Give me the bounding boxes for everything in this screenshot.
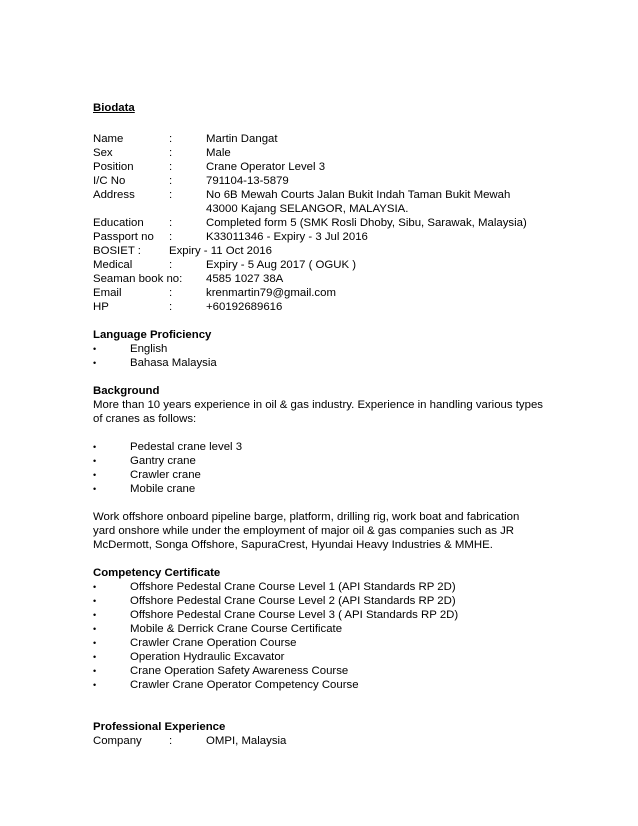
- biodata-row-bosiet: [93, 244, 553, 258]
- row-value: Crane Operator Level 3: [206, 161, 326, 173]
- row-colon: :: [169, 259, 173, 271]
- row-colon: :: [169, 287, 173, 299]
- row-label: Medical: [93, 259, 133, 271]
- biodata-row-passport: [93, 230, 553, 244]
- biodata-row-address: [93, 188, 553, 216]
- biodata-row-medical: [93, 258, 553, 272]
- row-label: Education: [93, 217, 144, 229]
- row-label: BOSIET :: [93, 245, 141, 257]
- bullet-icon: •: [93, 456, 97, 466]
- bullet-icon: •: [93, 442, 97, 452]
- list-item: • Gantry crane: [93, 455, 196, 467]
- row-label: I/C No: [93, 175, 126, 187]
- list-item: • Mobile crane: [93, 483, 196, 495]
- row-colon: :: [169, 217, 173, 229]
- row-label: Seaman book no:: [93, 273, 183, 285]
- bullet-icon: •: [93, 582, 97, 592]
- row-label: Name: [93, 133, 124, 145]
- row-colon: :: [169, 231, 173, 243]
- bullet-icon: •: [93, 638, 97, 648]
- bullet-icon: •: [93, 344, 97, 354]
- biodata-row-ic-no: [93, 174, 553, 188]
- list-item: • Operation Hydraulic Excavator: [93, 651, 285, 663]
- row-label: Company: [93, 735, 142, 747]
- bullet-icon: •: [93, 596, 97, 606]
- language-list: [93, 342, 553, 370]
- bullet-icon: •: [93, 680, 97, 690]
- row-value: Martin Dangat: [206, 133, 278, 145]
- row-label: HP: [93, 301, 109, 313]
- row-value: krenmartin79@gmail.com: [206, 287, 336, 299]
- row-label: Sex: [93, 147, 113, 159]
- list-item: • Offshore Pedestal Crane Course Level 2 (API Standards RP 2D): [93, 595, 456, 607]
- section-heading: Professional Experience: [93, 721, 226, 733]
- bullet-icon: •: [93, 358, 97, 368]
- row-label: Passport no: [93, 231, 154, 243]
- row-value: Male: [206, 147, 231, 159]
- background-closing: Work offshore onboard pipeline barge, platform, drilling rig, work boat and fabrication yard onshore while under the employment of major oil & gas companies such as JR McDermott, Songa Offshore, SapuraCrest, Hyundai Heavy Industries & MMHE.: [93, 511, 520, 551]
- biodata-row-position: [93, 160, 553, 174]
- language-section: [93, 328, 553, 370]
- bullet-icon: •: [93, 624, 97, 634]
- bullet-icon: •: [93, 666, 97, 676]
- row-colon: :: [169, 175, 173, 187]
- row-value: [206, 188, 546, 216]
- row-colon: :: [169, 161, 173, 173]
- biodata-row-name: [93, 132, 553, 146]
- row-label: Email: [93, 287, 122, 299]
- row-value: Expiry - 11 Oct 2016: [169, 245, 272, 257]
- address-line-1: No 6B Mewah Courts Jalan Bukit Indah Taman Bukit Mewah: [206, 189, 511, 201]
- biodata-row-sex: [93, 146, 553, 160]
- row-value: K33011346 - Expiry - 3 Jul 2016: [206, 231, 368, 243]
- resume-page: [93, 101, 553, 748]
- list-item: • Mobile & Derrick Crane Course Certificate: [93, 623, 343, 635]
- list-item: • Crane Operation Safety Awareness Course: [93, 665, 349, 677]
- bullet-icon: •: [93, 470, 97, 480]
- row-colon: :: [169, 735, 173, 747]
- list-item: • Offshore Pedestal Crane Course Level 3 ( API Standards RP 2D): [93, 609, 459, 621]
- section-heading: Language Proficiency: [93, 329, 212, 341]
- background-intro: More than 10 years experience in oil & gas industry. Experience in handling various types of cranes as follows:: [93, 399, 543, 425]
- list-item: • Offshore Pedestal Crane Course Level 1 (API Standards RP 2D): [93, 581, 456, 593]
- row-value: OMPI, Malaysia: [206, 735, 287, 747]
- row-label: Position: [93, 161, 134, 173]
- biodata-row-email: [93, 286, 553, 300]
- list-item: • Crawler Crane Operator Competency Course: [93, 679, 359, 691]
- row-colon: :: [169, 133, 173, 145]
- bullet-icon: •: [93, 610, 97, 620]
- certificate-list: [93, 580, 553, 692]
- list-item: • Crawler Crane Operation Course: [93, 637, 297, 649]
- list-item: • Pedestal crane level 3: [93, 441, 243, 453]
- crane-list: [93, 440, 553, 496]
- biodata-table: [93, 132, 553, 314]
- row-colon: :: [169, 189, 173, 201]
- biodata-row-seaman-book: [93, 272, 553, 286]
- address-line-2: 43000 Kajang SELANGOR, MALAYSIA.: [206, 203, 409, 215]
- biodata-title: Biodata: [93, 102, 135, 114]
- row-colon: :: [169, 301, 173, 313]
- row-value: +60192689616: [206, 301, 283, 313]
- list-item: • English: [93, 343, 168, 355]
- row-label: Address: [93, 189, 135, 201]
- list-item: • Bahasa Malaysia: [93, 357, 217, 369]
- row-value: Completed form 5 (SMK Rosli Dhoby, Sibu, Sarawak, Malaysia): [206, 217, 527, 229]
- biodata-row-education: [93, 216, 553, 230]
- list-item: • Crawler crane: [93, 469, 201, 481]
- row-value: Expiry - 5 Aug 2017 ( OGUK ): [206, 259, 357, 271]
- bullet-icon: •: [93, 652, 97, 662]
- section-heading: Competency Certificate: [93, 567, 221, 579]
- row-value: 4585 1027 38A: [206, 273, 284, 285]
- section-heading: Background: [93, 385, 160, 397]
- bullet-icon: •: [93, 484, 97, 494]
- experience-row-company: [93, 734, 553, 748]
- row-value: 791104-13-5879: [206, 175, 289, 187]
- biodata-row-hp: [93, 300, 553, 314]
- row-colon: :: [169, 147, 173, 159]
- competency-section: [93, 566, 553, 692]
- experience-section: [93, 720, 553, 748]
- background-section: [93, 384, 553, 552]
